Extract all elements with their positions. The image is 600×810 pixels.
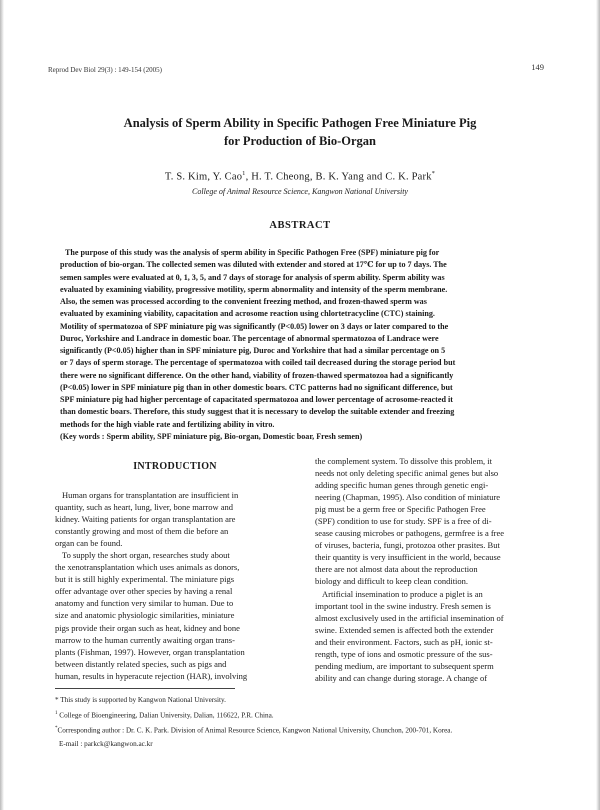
intro-line: biology and difficult to keep clean condition. (315, 576, 469, 587)
intro-line: To supply the short organ, researches study about (62, 550, 230, 561)
abstract-line: methods for the high viable rate and fertilizing ability in vitro. (60, 419, 275, 429)
author-mark-2: * (431, 170, 436, 177)
abstract-line: Duroc, Yorkshire and Landrace in domestic boar. The percentage of abnormal spermatozoa of Landrace were (60, 333, 439, 343)
intro-line: anatomy and function very similar to human. Due to (55, 598, 234, 609)
abstract-line: significantly (P<0.05) higher than in SPF miniature pig, Duroc and Yorkshire that had a similar percentage on 5 (60, 346, 446, 355)
abstract-line: The purpose of this study was the analysis of sperm ability in Specific Pathogen Free (SPF) miniature pig for (65, 248, 440, 257)
page-number: 149 (531, 62, 544, 72)
keywords: (Key words : Sperm ability, SPF miniature pig, Bio-organ, Domestic boar, Fresh semen) (60, 431, 363, 441)
introduction-right-column (315, 455, 557, 684)
intro-line: between distantly related species, such as pigs and (55, 658, 227, 669)
abstract-line: production of bio-organ. The collected semen was diluted with extender and stored at 17℃ for up to 7 days. The (60, 260, 447, 270)
abstract-line: there were no significant difference. On the other hand, viability of frozen-thawed spermatozoa had a significantly (60, 370, 454, 380)
intro-line: almost exclusively used in the artificial insemination of (315, 612, 504, 623)
intro-line: needs not only deleting specific animal genes but also (315, 468, 499, 479)
abstract-heading: ABSTRACT (269, 220, 331, 231)
author-affiliation: College of Animal Resource Science, Kangwon National University (192, 187, 408, 196)
intro-line: there are not almost data about the reproduction (315, 564, 478, 575)
footnote-corresponding (55, 722, 555, 737)
scan-edge-right (596, 0, 600, 810)
authors-text-a: T. S. Kim, Y. Cao (164, 171, 243, 183)
footnote-affiliation-text: College of Bioengineering, Dalian University, Dalian, 116622, P.R. China. (59, 711, 274, 720)
intro-line: neering (Chapman, 1995). Also condition of miniature (315, 492, 501, 503)
abstract-line: Also, the semen was processed according to the convenient freezing method, and frozen-thawed sperm was (60, 297, 427, 306)
scan-edge-left (0, 0, 4, 810)
intro-line: important tool in the swine industry. Fresh semen is (315, 600, 491, 611)
intro-line: and their environment. Factors, such as pH, ionic st- (315, 636, 493, 647)
intro-line: swine. Extended semen is affected both the extender (315, 624, 494, 635)
intro-line: Artificial insemination to produce a piglet is an (322, 588, 483, 599)
footnote-affiliation (55, 707, 555, 722)
intro-line: rength, type of ions and osmotic pressure of the sus- (315, 648, 493, 659)
intro-line: marrow to the human currently awaiting organ trans- (55, 634, 235, 645)
intro-line: (SPF) condition to use for study. SPF is a free of di- (315, 516, 492, 527)
intro-line: sease causing microbes or pathogens, germfree is a free (315, 528, 505, 539)
abstract-line: Motility of spermatozoa of SPF miniature pig was significantly (P<0.05) lower on 3 days or later compared to the (60, 321, 449, 331)
introduction-left-column (55, 489, 295, 682)
intro-line: organ can be found. (55, 538, 123, 549)
journal-citation: Reprod Dev Biol 29(3) : 149-154 (2005) (48, 66, 162, 74)
abstract-line: SPF miniature pig had higher percentage of capacitated spermatozoa and lower percentage of acrosome-reacted it (60, 395, 453, 404)
intro-line: offer advantage over other species by having a renal (55, 586, 233, 597)
intro-line: but it is still highly experimental. The miniature pigs (55, 574, 235, 585)
intro-line: Human organs for transplantation are insufficient in (62, 490, 239, 500)
intro-line: adding specific human genes through genetic engi- (315, 480, 489, 491)
introduction-heading: INTRODUCTION (133, 461, 217, 472)
abstract-line: evaluated by examining viability, capacitation and acrosome reaction using chlortetracycline (CTC) staining. (60, 309, 435, 319)
abstract-line: than domestic boars. Therefore, this study suggest that it is necessary to develop the suitable extender and freezing (60, 407, 455, 417)
intro-line: kidney. Waiting patients for organ transplantation are (55, 514, 236, 525)
abstract-line: (P<0.05) lower in SPF miniature pig than in other domestic boars. CTC patterns had no significant difference, but (60, 382, 453, 392)
paper-title (60, 114, 540, 150)
intro-line: quantity, such as heart, lung, liver, bone marrow and (55, 502, 234, 513)
intro-line: of viruses, bacteria, fungi, protozoa other prasites. But (315, 540, 500, 551)
footnote-mark-1: 1 (55, 711, 58, 716)
intro-line: pending medium, are important to subsequent sperm (315, 660, 494, 671)
author-list (60, 170, 540, 183)
intro-line: pigs provide their organ such as heat, kidney and bone (55, 622, 240, 633)
intro-line: ability and can change during storage. A change of (315, 672, 488, 683)
footnotes (55, 694, 555, 751)
abstract-line: or 7 days of sperm storage. The percentage of spermatozoa with coiled tail decreased during the storage period but (60, 358, 456, 368)
intro-line: pig must be a germ free or Specific Pathogen Free (315, 504, 486, 515)
abstract-body (60, 247, 540, 443)
footnote-funding: * This study is supported by Kangwon National University. (55, 696, 226, 704)
author-mark-1: 1 (242, 170, 246, 177)
title-line-2: for Production of Bio-Organ (224, 134, 376, 148)
authors-text-b: , H. T. Cheong, B. K. Yang and C. K. Park (245, 171, 432, 183)
intro-line: the xenotransplantation which uses animals as donors, (55, 562, 240, 573)
footnote-email: E-mail : parkck@kangwon.ac.kr (59, 739, 153, 748)
intro-line: their quantity is very insufficient in the world, because (315, 552, 501, 563)
intro-line: constantly growing and most of them die before an (55, 526, 229, 537)
intro-line: plants (Fishman, 1997). However, organ transplantation (55, 646, 245, 657)
footnote-mark-2: * (55, 726, 58, 732)
footnote-divider (55, 688, 235, 689)
intro-line: human, results in hyperacute rejection (HAR), involving (55, 670, 248, 681)
title-line-1: Analysis of Sperm Ability in Specific Pathogen Free Miniature Pig (123, 116, 477, 130)
intro-line: size and anatomic physiologic similarities, miniature (55, 610, 235, 621)
intro-line: the complement system. To dissolve this problem, it (315, 456, 493, 466)
abstract-line: semen samples were evaluated at 0, 1, 3, 5, and 7 days of storage for analysis of sperm ability. Sperm ability was (60, 272, 445, 282)
abstract-line: evaluated by examining viability, progressive motility, sperm abnormality and intensity of the sperm membrane. (60, 284, 448, 294)
footnote-corresponding-text: Corresponding author : Dr. C. K. Park. Division of Animal Resource Science, Kangwon National University, Chunchon, 200-701, Korea. (57, 726, 453, 735)
